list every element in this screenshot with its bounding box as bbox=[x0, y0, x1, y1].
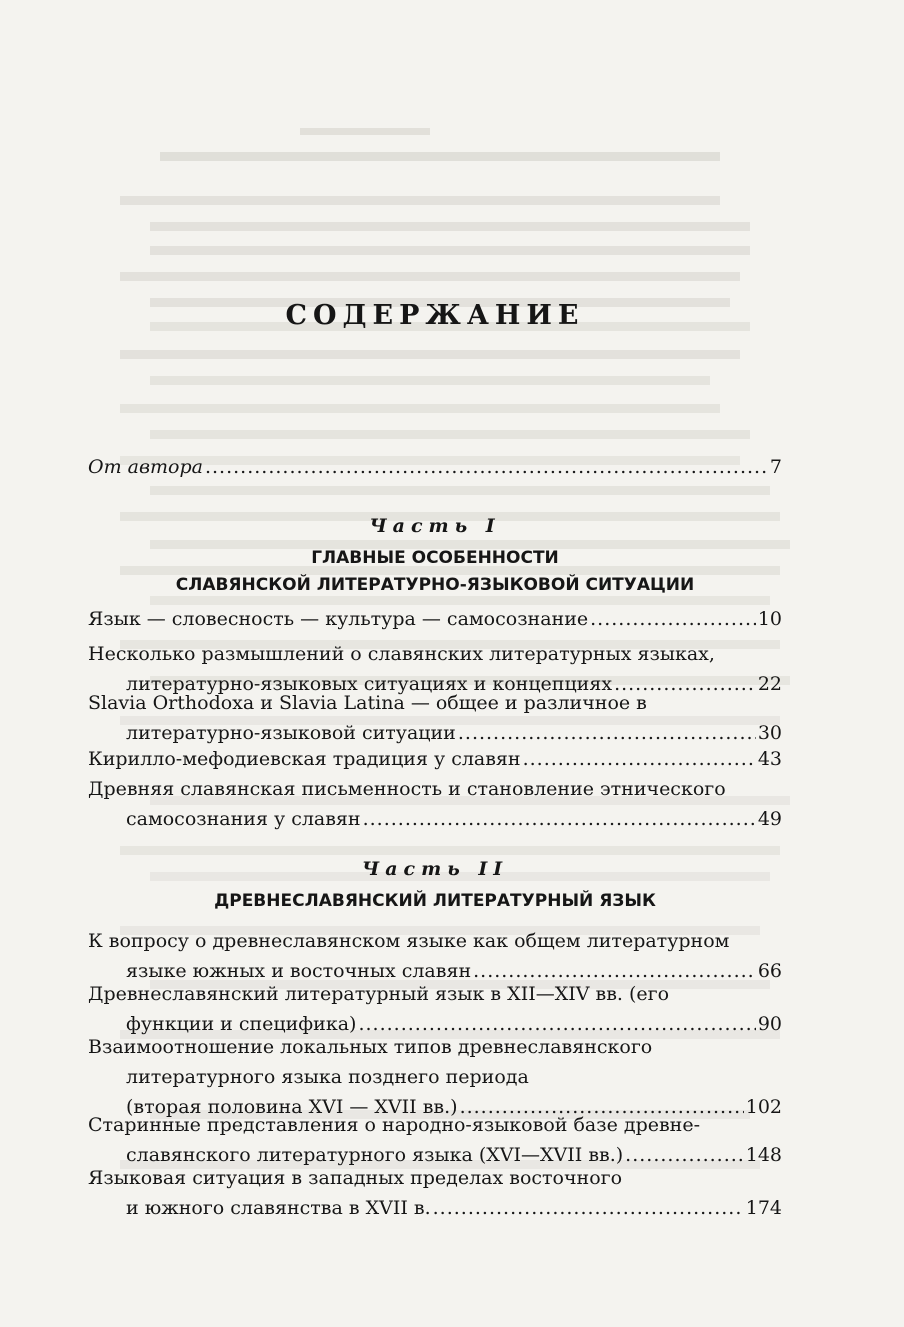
toc-entry-title: Языковая ситуация в западных пределах восточного bbox=[88, 1167, 623, 1189]
toc-entry-title: Slavia Orthodoxa и Slavia Latina — общее и различное в bbox=[88, 692, 647, 714]
dot-leader bbox=[433, 1193, 744, 1223]
toc-entry-title: К вопросу о древнеславянском языке как общем литературном bbox=[88, 930, 730, 952]
toc-entry-title: Кирилло-мефодиевская традиция у славян bbox=[88, 748, 521, 770]
toc-entry-title-continued: и южного славянства в XVII в. bbox=[126, 1197, 431, 1219]
toc-entry-title: Язык — словесность — культура — самосознание bbox=[88, 608, 589, 630]
dot-leader bbox=[590, 604, 756, 634]
toc-page-number: 102 bbox=[745, 1096, 782, 1118]
toc-entry[interactable] bbox=[88, 688, 782, 748]
toc-page-number: 43 bbox=[757, 748, 782, 770]
toc-entry-title-continued: языке южных и восточных славян bbox=[126, 960, 472, 982]
toc-entry[interactable] bbox=[88, 744, 782, 774]
toc-entry-title-continued: литературного языка позднего периода bbox=[126, 1066, 529, 1088]
part-1-label: Часть I bbox=[369, 515, 501, 537]
toc-page-number: 66 bbox=[757, 960, 782, 982]
toc-entry-title: Несколько размышлений о славянских литературных языках, bbox=[88, 643, 715, 665]
toc-entry-title-continued: самосознания у славян bbox=[126, 808, 361, 830]
toc-entry[interactable] bbox=[88, 1032, 782, 1122]
part-1-heading-line-1: ГЛАВНЫЕ ОСОБЕННОСТИ bbox=[311, 548, 559, 568]
toc-entry-title-continued: функции и специфика) bbox=[126, 1013, 357, 1035]
page-title: СОДЕРЖАНИЕ bbox=[285, 300, 585, 331]
dot-leader bbox=[523, 744, 756, 774]
toc-entry-title: Древняя славянская письменность и становление этнического bbox=[88, 778, 726, 800]
toc-entry-title-continued: литературно-языковой ситуации bbox=[126, 722, 456, 744]
toc-page-number: 49 bbox=[757, 808, 782, 830]
toc-entry-title-continued: (вторая половина XVI — XVII вв.) bbox=[126, 1096, 458, 1118]
toc-entry[interactable] bbox=[88, 604, 782, 634]
table-of-contents bbox=[88, 0, 782, 1327]
toc-entry-title: От автора bbox=[88, 456, 203, 478]
toc-entry-title-continued: литературно-языковых ситуациях и концепциях bbox=[126, 673, 613, 695]
toc-entry[interactable] bbox=[88, 979, 782, 1039]
dot-leader bbox=[205, 452, 768, 482]
part-2-heading: ДРЕВНЕСЛАВЯНСКИЙ ЛИТЕРАТУРНЫЙ ЯЗЫК bbox=[214, 891, 656, 911]
toc-entry-title-continued: славянского литературного языка (XVI—XVII вв.) bbox=[126, 1144, 624, 1166]
toc-page-number: 22 bbox=[757, 673, 782, 695]
part-2-label: Часть II bbox=[361, 858, 509, 880]
toc-page-number: 148 bbox=[745, 1144, 782, 1166]
toc-entry-title: Старинные представления о народно-языковой базе древне- bbox=[88, 1114, 701, 1136]
toc-entry-author-note[interactable] bbox=[88, 452, 782, 482]
toc-page-number: 10 bbox=[757, 608, 782, 630]
toc-page-number: 7 bbox=[769, 456, 782, 478]
toc-page-number: 90 bbox=[757, 1013, 782, 1035]
toc-entry-title: Взаимоотношение локальных типов древнеславянского bbox=[88, 1036, 653, 1058]
dot-leader bbox=[363, 804, 756, 834]
toc-entry-title: Древнеславянский литературный язык в XII—XIV вв. (его bbox=[88, 983, 670, 1005]
part-1-heading-line-2: СЛАВЯНСКОЙ ЛИТЕРАТУРНО-ЯЗЫКОВОЙ СИТУАЦИИ bbox=[175, 575, 695, 595]
toc-page-number: 174 bbox=[745, 1197, 782, 1219]
toc-entry[interactable] bbox=[88, 926, 782, 986]
toc-page-number: 30 bbox=[757, 722, 782, 744]
toc-entry[interactable] bbox=[88, 1110, 782, 1170]
toc-entry[interactable] bbox=[88, 1163, 782, 1223]
toc-entry[interactable] bbox=[88, 774, 782, 834]
